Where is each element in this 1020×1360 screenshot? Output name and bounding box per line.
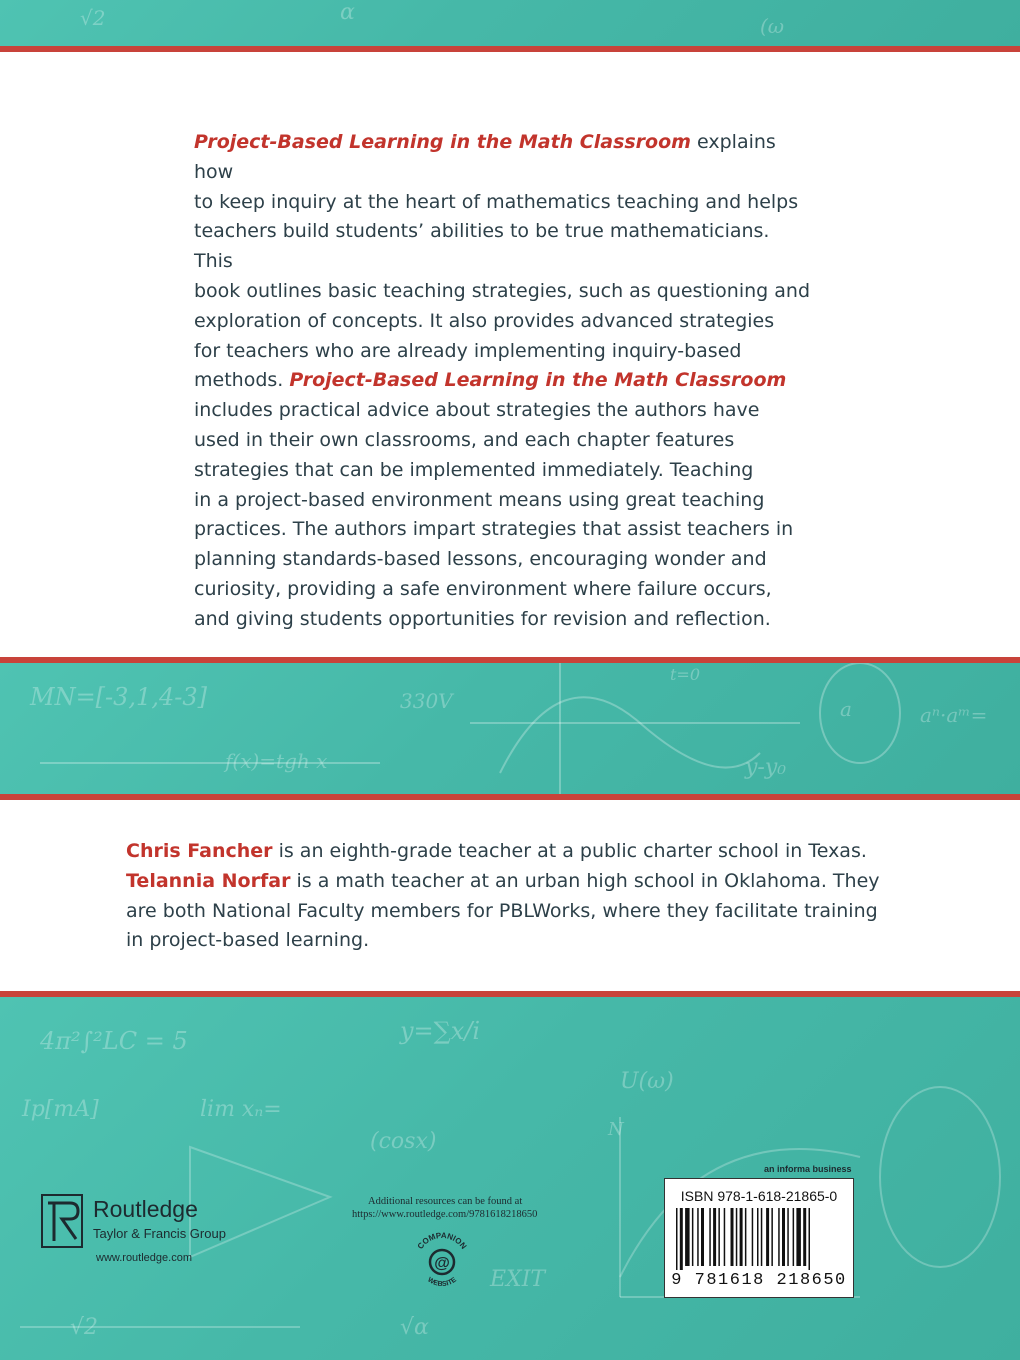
chalk-formula: √2: [70, 1315, 99, 1340]
barcode-bar: [809, 1208, 811, 1270]
barcode-bar: [692, 1208, 694, 1266]
desc-line: book outlines basic teaching strategies, such as questioning and: [194, 279, 811, 302]
barcode-bar: [709, 1208, 711, 1266]
publisher-url[interactable]: www.routledge.com: [96, 1252, 192, 1264]
chalk-formula: U(ω): [620, 1069, 674, 1094]
barcode-bar: [745, 1208, 747, 1266]
barcode-bar: [685, 1208, 690, 1266]
chalk-formula: aⁿ·aᵐ=: [920, 703, 988, 727]
chalk-formula: lim xₙ=: [200, 1097, 282, 1122]
desc-line: [194, 128, 814, 188]
chalk-formula: N: [608, 1119, 624, 1140]
bio-line: in project-based learning.: [126, 929, 370, 952]
barcode-bar: [782, 1208, 785, 1266]
barcode-bar: [787, 1208, 789, 1266]
barcode-bar: [766, 1208, 769, 1266]
companion-text: Additional resources can be found at: [368, 1196, 523, 1207]
bio-line: [126, 867, 906, 897]
chalk-formula: (cosx): [370, 1129, 437, 1154]
desc-line: teachers build students’ abilities to be true mathematicians. This: [194, 220, 770, 273]
badge-top-text: COMPANION: [415, 1230, 469, 1251]
barcode-bars: [676, 1208, 842, 1270]
barcode-bar: [736, 1208, 738, 1266]
barcode-bar: [697, 1208, 699, 1266]
barcode-bar: [713, 1208, 716, 1266]
author-name: Chris Fancher: [126, 840, 273, 862]
top-chalkboard-band: [0, 0, 1020, 46]
chalk-formula: (ω: [760, 14, 785, 38]
chalk-formula: 4π²∫²LC = 5: [40, 1027, 188, 1055]
desc-line: exploration of concepts. It also provides advanced strategies: [194, 309, 775, 332]
informa-tagline: an informa business: [764, 1164, 852, 1174]
barcode-bar: [803, 1208, 806, 1266]
barcode-bar: [740, 1208, 743, 1266]
chalk-formula: Ip[mA]: [22, 1097, 99, 1122]
publisher-name: Routledge: [93, 1196, 198, 1222]
chalk-formula: MN=[-3,1,4-3]: [30, 683, 207, 711]
chalk-formula: f(x)=tgh x: [225, 749, 328, 773]
companion-website-badge: [410, 1228, 474, 1292]
bio-text: is an eighth-grade teacher at a public charter school in Texas.: [272, 840, 867, 862]
svg-text:WEBSITE: [426, 1276, 458, 1288]
chalk-formula: √α: [400, 1315, 429, 1340]
author-name: Telannia Norfar: [126, 869, 291, 892]
barcode-bar: [761, 1208, 763, 1266]
barcode-bar: [793, 1208, 795, 1266]
badge-bottom-text: WEBSITE: [426, 1276, 458, 1289]
desc-line: and giving students opportunities for revision and reflection.: [194, 607, 771, 630]
publisher-group: Taylor & Francis Group: [93, 1226, 226, 1241]
bio-line: are both National Faculty members for PBLWorks, where they facilitate training: [126, 899, 878, 922]
barcode-bar: [701, 1208, 704, 1266]
chalk-formula: 330V: [400, 689, 453, 713]
desc-line: strategies that can be implemented immediately. Teaching: [194, 458, 754, 481]
barcode-bar: [731, 1208, 734, 1266]
book-title: Project-Based Learning in the Math Classroom: [194, 131, 691, 153]
desc-line: [194, 366, 814, 396]
barcode-bar: [680, 1208, 683, 1270]
bio-line: [126, 837, 906, 867]
book-title: Project-Based Learning in the Math Classroom: [289, 369, 787, 392]
middle-chalkboard-band: [0, 663, 1020, 794]
barcode-bar: [676, 1208, 678, 1270]
desc-line: planning standards-based lessons, encouraging wonder and: [194, 548, 767, 571]
desc-line: to keep inquiry at the heart of mathematics teaching and helps: [194, 190, 799, 213]
desc-line: curiosity, providing a safe environment where failure occurs,: [194, 577, 772, 600]
desc-line: includes practical advice about strategies the authors have: [194, 399, 760, 422]
desc-text: explains how: [194, 131, 776, 183]
book-description: [194, 128, 814, 635]
chalk-formula: √2: [80, 6, 106, 30]
chalk-formula: α: [340, 0, 355, 25]
chalk-formula: EXIT: [490, 1267, 546, 1292]
chalk-formula: y-y₀: [745, 755, 787, 780]
chalk-formula: t=0: [670, 665, 701, 684]
barcode-bar: [752, 1208, 754, 1266]
author-bio: [126, 837, 906, 956]
desc-line: used in their own classrooms, and each chapter features: [194, 428, 735, 451]
bottom-chalkboard-band: [0, 997, 1020, 1360]
barcode-bar: [796, 1208, 801, 1266]
barcode-bar: [757, 1208, 759, 1266]
barcode-digits: 9 781618 218650: [671, 1271, 847, 1290]
barcode-bar: [718, 1208, 720, 1266]
routledge-mark-icon: [40, 1193, 84, 1249]
desc-text: methods.: [194, 369, 290, 392]
isbn-label: ISBN 978-1-618-21865-0: [680, 1188, 838, 1204]
chalk-formula: a: [840, 697, 852, 721]
barcode-bar: [724, 1208, 726, 1266]
bio-text: is a math teacher at an urban high school in Oklahoma. They: [290, 869, 880, 892]
chalk-formula: y=∑x/i: [400, 1017, 481, 1045]
barcode-box: [664, 1178, 854, 1298]
desc-line: in a project-based environment means using great teaching: [194, 488, 765, 511]
at-icon: @: [434, 1255, 450, 1272]
desc-line: for teachers who are already implementing inquiry-based: [194, 339, 742, 362]
barcode-bar: [771, 1208, 773, 1266]
barcode-bar: [778, 1208, 780, 1266]
svg-text:COMPANION: [416, 1231, 469, 1251]
desc-line: practices. The authors impart strategies that assist teachers in: [194, 518, 794, 541]
companion-url[interactable]: https://www.routledge.com/9781618218650: [352, 1209, 538, 1220]
